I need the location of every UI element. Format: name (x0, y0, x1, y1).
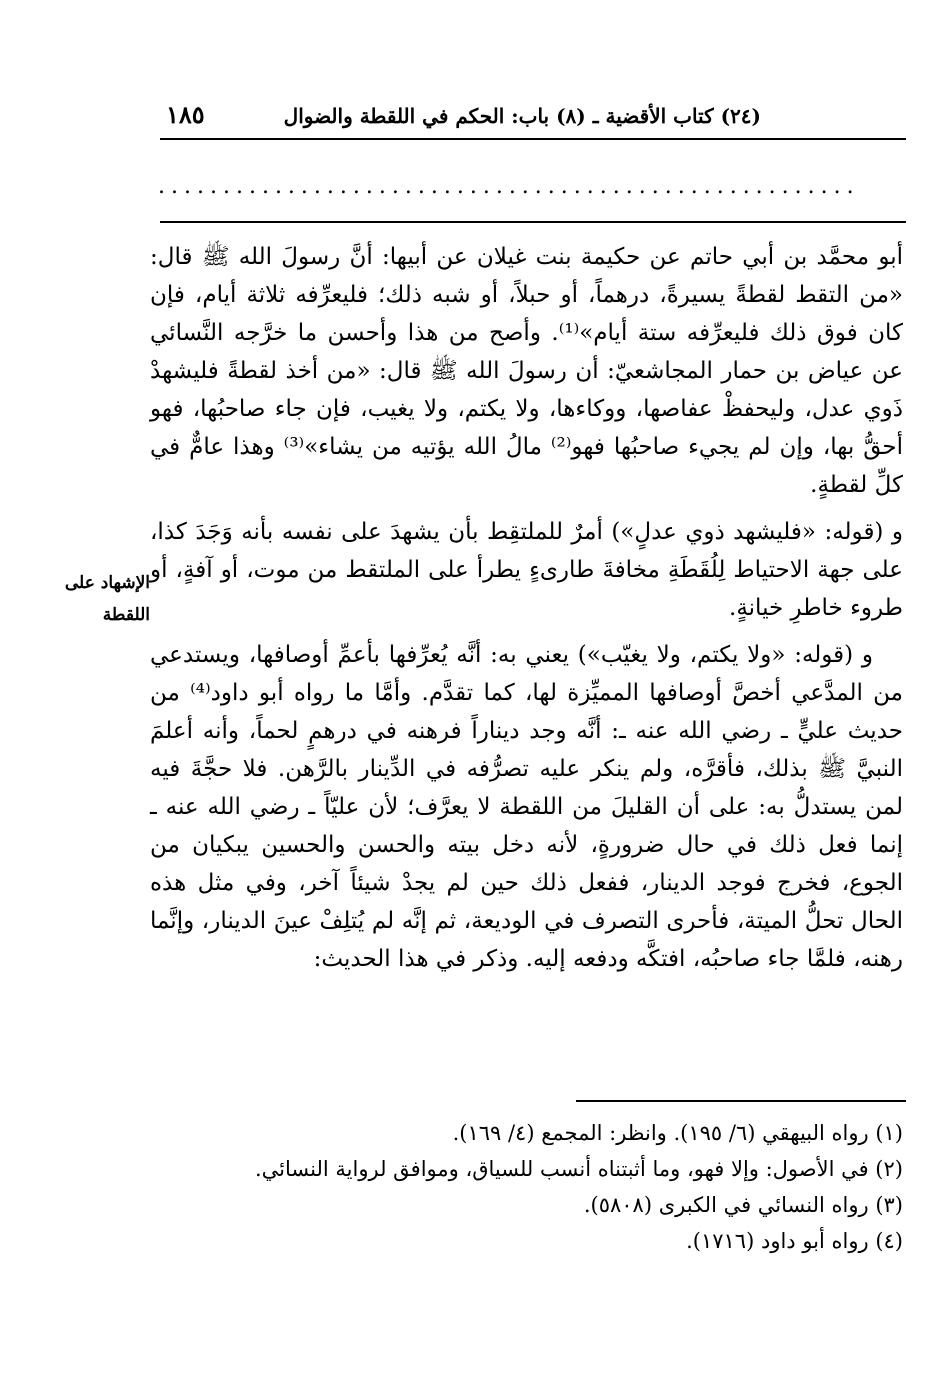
running-title: (٢٤) كتاب الأقضية ـ (٨) باب: الحكم في اللقطة والضوال (283, 104, 761, 128)
margin-note-witnessing: الإشهاد على (64, 573, 150, 593)
page-header (160, 98, 906, 132)
page-number: ١٨٥ (166, 100, 205, 129)
main-text (150, 238, 903, 978)
section-rule (160, 221, 906, 223)
margin-note-lost-item: اللقطة (102, 605, 150, 625)
paragraph-concealment: و (قوله: «ولا يكتم، ولا يغيّب») يعني به: أنَّه يُعرِّفها بأعمِّ أوصافها، ويستدعي من المدَّعي أخصَّ أوصافها المميِّزة لها، كما تقدَّم. وأمَّا ما رواه أبو داود⁽⁴⁾ من حديث عليٍّ ـ رضي الله عنه ـ: أنَّه وجد ديناراً فرهنه في درهمٍ لحماً، وأنه أعلمَ النبيَّ ﷺ بذلك، فأقرَّه، ولم ينكر عليه تصرُّفه في الدِّينار بالرَّهن. فلا حجَّةَ فيه لمن يستدلُّ به: على أن القليلَ من اللقطة لا يعرَّف؛ لأن عليّاً ـ رضي الله عنه ـ إنما فعل ذلك في حال ضرورةٍ، لأنه دخل بيته والحسن والحسين يبكيان من الجوع، فخرج فوجد الدينار، ففعل ذلك حين لم يجدْ شيئاً آخر، وفي مثل هذه الحال تحلُّ الميتة، فأحرى التصرف في الوديعة، ثم إنَّه لم يُتلِفْ عينَ الدينار، وإنَّما رهنه، فلمَّا جاء صاحبُه، افتكَّه ودفعه إليه. وذكر في هذا الحديث: (150, 642, 903, 972)
dotted-separator: ...................................................... (158, 176, 860, 198)
paragraph-witness: و (قوله: «فليشهد ذوي عدلٍ») أمرٌ للملتقِط بأن يشهدَ على نفسه بأنه وَجَدَ كذا، على جهة الاحتياط لِلُقَطَةِ مخافةَ طارىءٍ يطرأ على الملتقط من موت، أو آفةٍ، أو طروء خاطرِ خيانةٍ. (150, 519, 903, 621)
footnote-3: (٣) رواه النسائي في الكبرى (٥٨٠٨). (583, 1193, 903, 1217)
footnote-4: (٤) رواه أبو داود (١٧١٦). (686, 1229, 903, 1253)
header-rule (160, 138, 906, 140)
footnotes (150, 1115, 903, 1259)
paragraph-hadith: أبو محمَّد بن أبي حاتم عن حكيمة بنت غيلان عن أبيها: أنَّ رسولَ الله ﷺ قال: «من التقط لقطةً يسيرةً، درهماً، أو حبلاً، أو شبه ذلك؛ فليعرِّفه ثلاثة أيام، فإن كان فوق ذلك فليعرِّفه ستة أيام»⁽¹⁾. وأصح من هذا وأحسن ما خرَّجه النَّسائي عن عياض بن حمار المجاشعيّ: أن رسولَ الله ﷺ قال: «من أخذ لقطةً فليشهدْ ذَوي عدل، وليحفظْ عفاصها، ووكاءها، ولا يكتم، ولا يغيب، فإن جاء صاحبُها، فهو أحقُّ بها، وإن لم يجيء صاحبُها فهو⁽²⁾ مالُ الله يؤتيه من يشاء»⁽³⁾ وهذا عامٌّ في كلِّ لقطةٍ. (150, 244, 903, 498)
footnote-1: (١) رواه البيهقي (٦/ ١٩٥). وانظر: المجمع (٤/ ١٦٩). (452, 1121, 903, 1145)
footnote-rule (576, 1100, 906, 1102)
footnote-2: (٢) في الأصول: وإلا فهو، وما أثبتناه أنسب للسياق، وموافق لرواية النسائي. (255, 1157, 903, 1181)
